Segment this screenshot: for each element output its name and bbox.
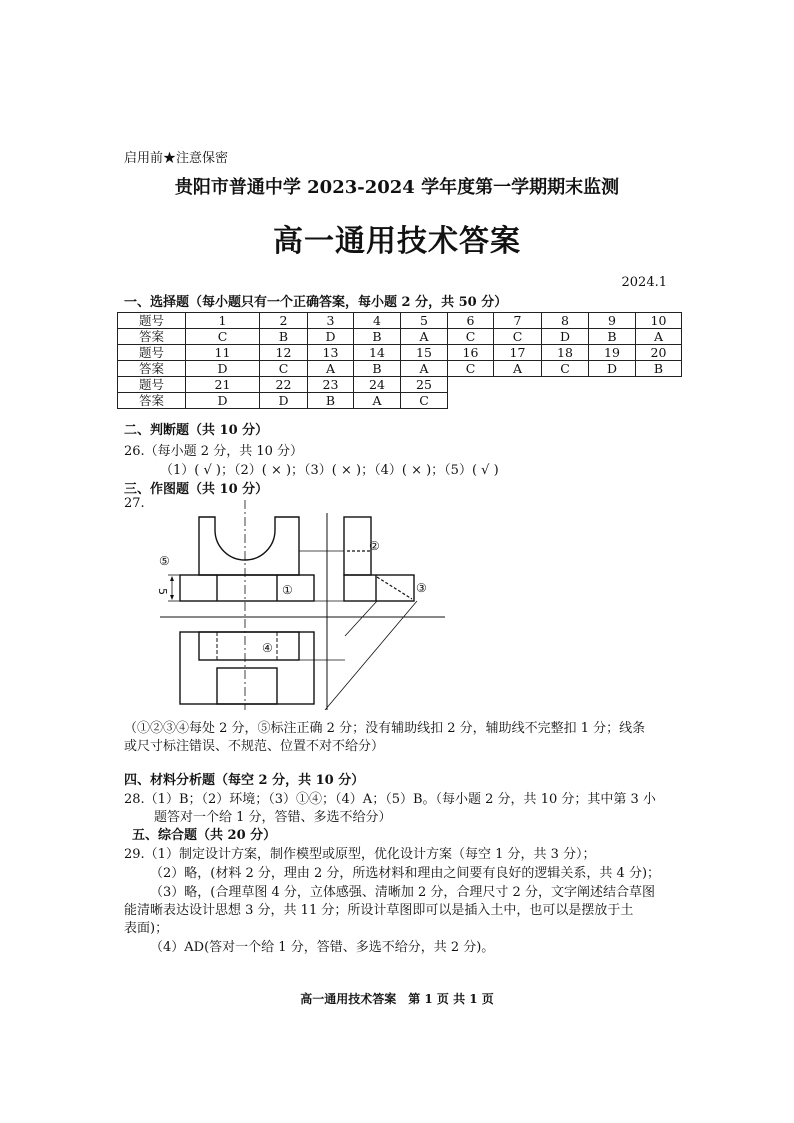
exam-title: 贵阳市普通中学 2023-2024 学年度第一学期期末监测 (174, 177, 620, 198)
answer-table (117, 312, 682, 409)
question-29-part-3-line-1: （3）略，(合理草图 4 分，立体感强、清晰加 2 分，合理尺寸 2 分，文字阐述结合草图 (150, 885, 655, 900)
miter-line-2 (345, 601, 377, 636)
table-row: 答案 D C A B A C A C D B (118, 361, 682, 377)
row-label: 答案 (118, 361, 186, 377)
table-row: 答案 C B D B A C C D B A (118, 329, 682, 345)
exam-date: 2024.1 (621, 275, 667, 290)
confidential-mark: 启用前★注意保密 (124, 151, 229, 166)
row-label: 题号 (118, 345, 186, 361)
table-row: 题号 21 22 23 24 25 (118, 377, 682, 393)
question-29-part-1: 29.（1）制定设计方案，制作模型或原型，优化设计方案（每空 1 分，共 3 分）； (124, 847, 596, 862)
grading-note-line-2: 或尺寸标注错误、不规范、位置不对不给分） (124, 739, 385, 754)
page-title: 高一通用技术答案 (273, 224, 521, 259)
table-row: 题号 11 12 13 14 15 16 17 18 19 20 (118, 345, 682, 361)
question-29-part-4: （4）AD(答对一个给 1 分，答错、多选不给分，共 2 分)。 (150, 940, 495, 955)
top-view (180, 632, 314, 704)
table-row: 答案 D D B A C (118, 393, 682, 409)
question-27: 27. (124, 496, 145, 511)
row-label: 答案 (118, 393, 186, 409)
marker-2: ② (369, 539, 380, 553)
question-28-line-2: 题答对一个给 1 分，答错、多选不给分） (154, 810, 392, 825)
marker-3: ③ (416, 581, 427, 595)
row-label: 题号 (118, 377, 186, 393)
grading-note-line-1: （①②③④每处 2 分，⑤标注正确 2 分；没有辅助线扣 2 分，辅助线不完整扣 1 分；线条 (124, 721, 646, 736)
side-view (344, 517, 414, 601)
table-row: 题号 1 2 3 4 5 6 7 8 9 10 (118, 313, 682, 329)
question-29-part-3-line-3: 表面)； (124, 921, 169, 936)
question-26-answer: （1）( √ )；（2）( × )；（3）( × )；（4）( × )；（5）( √ ) (160, 463, 499, 478)
question-29-part-2: （2）略，(材料 2 分，理由 2 分，所选材料和理由之间要有良好的逻辑关系，共 4 分)； (150, 866, 661, 881)
front-view (180, 517, 314, 601)
question-26: 26.（每小题 2 分，共 10 分） (124, 444, 304, 459)
question-29-part-3-line-2: 能清晰表达设计思想 3 分，共 11 分；所设计草图即可以是插入土中，也可以是摆放于土 (124, 903, 634, 918)
row-label: 答案 (118, 329, 186, 345)
section-4-title: 四、材料分析题（每空 2 分，共 10 分） (124, 773, 365, 788)
marker-1: ① (282, 583, 293, 597)
marker-5: ⑤ (159, 554, 170, 568)
section-5-title: 五、综合题（共 20 分） (132, 828, 277, 843)
page-footer: 高一通用技术答案 第 1 页 共 1 页 (300, 992, 494, 1006)
row-label: 题号 (118, 313, 186, 329)
hidden-line-3 (377, 577, 412, 599)
three-view-drawing (155, 500, 455, 710)
marker-4: ④ (262, 641, 273, 655)
dim-label: 5 (156, 588, 169, 595)
section-3-title: 三、作图题（共 10 分） (124, 482, 269, 497)
section-2-title: 二、判断题（共 10 分） (124, 423, 269, 438)
section-1-title: 一、选择题（每小题只有一个正确答案，每小题 2 分，共 50 分） (124, 295, 508, 310)
question-28-line-1: 28.（1）B；（2）环境；（3）①④；（4）A；（5）B。（每小题 2 分，共 10 分；其中第 3 小 (124, 792, 656, 807)
